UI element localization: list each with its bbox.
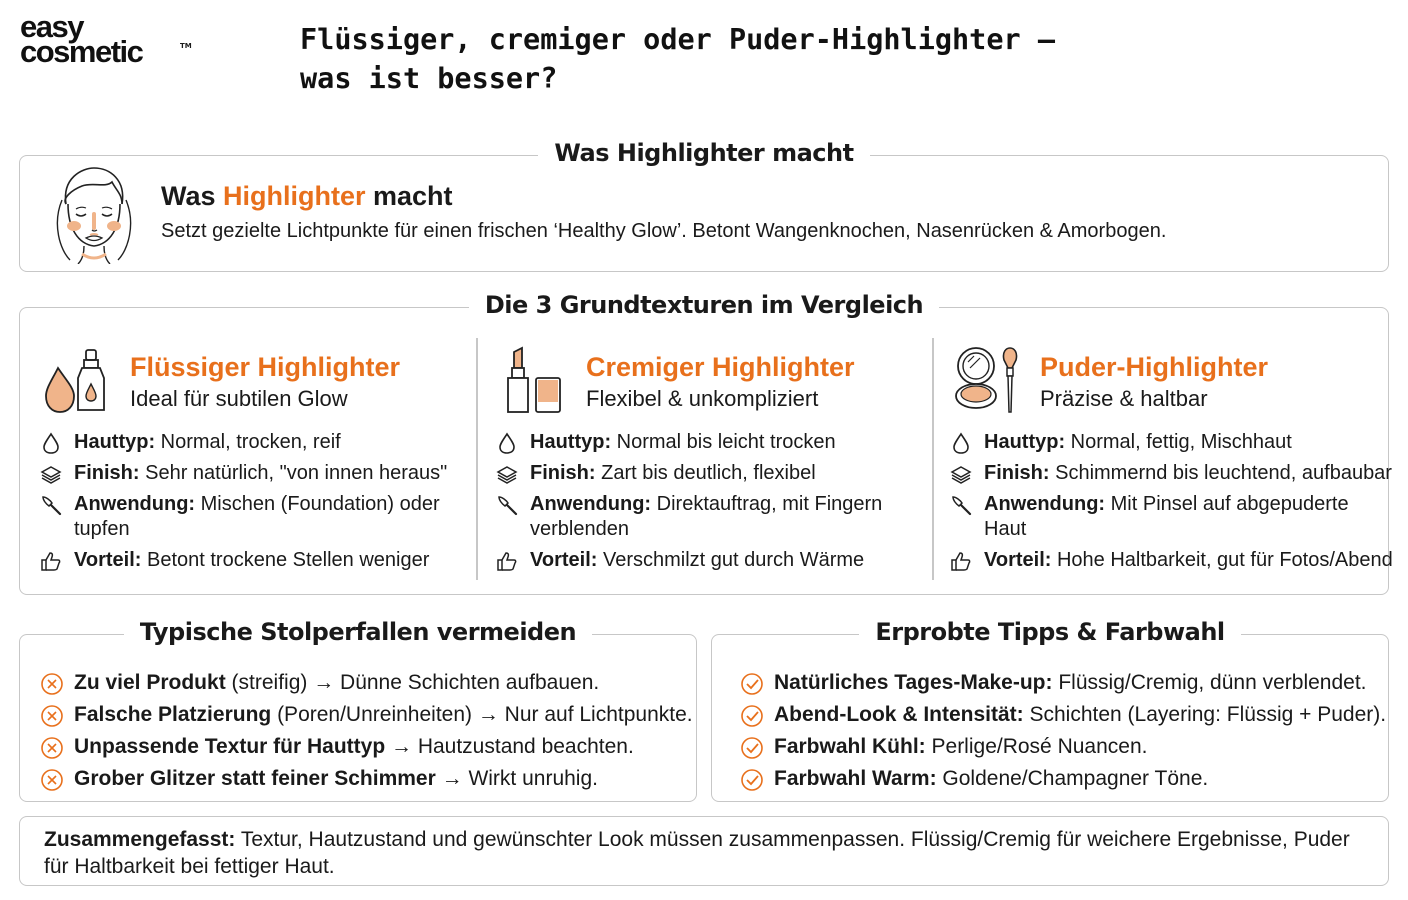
- drop-icon: [950, 432, 972, 454]
- texture-title: Cremiger Highlighter: [586, 352, 855, 382]
- summary-rest: Textur, Hautzustand und gewünschter Look müssen zusammenpassen. Flüssig/Cremig für weichere Ergebnisse, Puder für Haltbarkeit bei fettiger Haut.: [44, 828, 1350, 878]
- brush-icon: [950, 494, 972, 516]
- row-value: Schimmernd bis leuchtend, aufbaubar: [1049, 462, 1392, 484]
- row-value: Verschmilzt gut durch Wärme: [597, 549, 865, 571]
- texture-row-finish: [36, 461, 476, 486]
- texture-row-application: [36, 492, 476, 542]
- row-value: Zart bis deutlich, flexibel: [595, 462, 816, 484]
- thumbs-up-icon: [40, 550, 62, 572]
- column-divider: [932, 338, 934, 580]
- x-circle-icon: [40, 768, 64, 792]
- layers-icon: [950, 463, 972, 485]
- x-circle-icon: [40, 704, 64, 728]
- row-value-continued: tupfen: [74, 518, 130, 540]
- row-value: Normal, fettig, Mischhaut: [1065, 431, 1292, 453]
- tip-rest: Goldene/Champagner Töne.: [936, 767, 1209, 790]
- tip-item: [740, 667, 1378, 699]
- pitfall-rest: → Hautzustand beachten.: [385, 735, 634, 758]
- texture-row-advantage: [492, 548, 932, 573]
- texture-row-skintype: [492, 430, 932, 455]
- brand-trademark: TM: [180, 42, 192, 50]
- liquid-bottle-icon: [42, 346, 112, 416]
- row-value: Direktauftrag, mit Fingern: [651, 493, 883, 515]
- check-circle-icon: [740, 736, 764, 760]
- pitfall-rest: → Wirkt unruhig.: [435, 767, 598, 790]
- row-value: Mischen (Foundation) oder: [195, 493, 440, 515]
- row-label: Hauttyp:: [530, 431, 612, 453]
- texture-row-finish: [946, 461, 1392, 486]
- texture-row-skintype: [36, 430, 476, 455]
- face-icon: [52, 164, 134, 264]
- powder-compact-icon: [952, 346, 1022, 416]
- tip-item: [740, 763, 1378, 795]
- summary-bold: Zusammengefasst:: [44, 828, 236, 851]
- pitfall-bold: Unpassende Textur für Hauttyp: [74, 735, 386, 758]
- pitfall-bold: Falsche Platzierung: [74, 703, 272, 726]
- column-divider: [476, 338, 478, 580]
- tips-panel: [711, 618, 1389, 802]
- row-value: Normal bis leicht trocken: [611, 431, 836, 453]
- pitfall-rest: (Poren/Unreinheiten) → Nur auf Lichtpunkte.: [271, 703, 693, 726]
- texture-row-advantage: [946, 548, 1393, 573]
- texture-subtitle: Präzise & haltbar: [1040, 386, 1208, 411]
- tip-item: [740, 731, 1378, 763]
- texture-subtitle: Ideal für subtilen Glow: [130, 386, 348, 411]
- check-circle-icon: [740, 672, 764, 696]
- brand-logo: [20, 9, 192, 70]
- texture-title: Puder-Highlighter: [1040, 352, 1268, 382]
- intro-heading-accent: Highlighter: [223, 181, 366, 211]
- row-label: Vorteil:: [984, 549, 1052, 571]
- row-label: Hauttyp:: [74, 431, 156, 453]
- intro-description: Setzt gezielte Lichtpunkte für einen frischen ‘Healthy Glow’. Betont Wangenknochen, Nasenrücken & Amorbogen.: [161, 220, 1167, 242]
- tip-bold: Farbwahl Kühl:: [774, 735, 926, 758]
- tip-rest: Flüssig/Cremig, dünn verblendet.: [1052, 671, 1367, 694]
- tip-bold: Abend-Look & Intensität:: [774, 703, 1024, 726]
- textures-panel: [19, 291, 1393, 595]
- drop-icon: [40, 432, 62, 454]
- brand-line-2: cosmetic: [20, 34, 143, 70]
- pitfall-bold: Grober Glitzer statt feiner Schimmer: [74, 767, 436, 790]
- lipstick-cream-icon: [498, 346, 568, 416]
- row-label: Finish:: [530, 462, 596, 484]
- layers-icon: [40, 463, 62, 485]
- row-label: Anwendung:: [530, 493, 652, 515]
- row-value: Hohe Haltbarkeit, gut für Fotos/Abend: [1051, 549, 1393, 571]
- row-label: Vorteil:: [530, 549, 598, 571]
- tip-rest: Perlige/Rosé Nuancen.: [925, 735, 1148, 758]
- texture-row-skintype: [946, 430, 1386, 455]
- tip-item: [740, 699, 1387, 731]
- row-label: Finish:: [984, 462, 1050, 484]
- brush-icon: [496, 494, 518, 516]
- pitfall-item: [40, 731, 686, 763]
- intro-heading: [161, 181, 453, 212]
- texture-row-advantage: [36, 548, 476, 573]
- row-label: Anwendung:: [74, 493, 196, 515]
- texture-row-finish: [492, 461, 932, 486]
- brush-icon: [40, 494, 62, 516]
- x-circle-icon: [40, 672, 64, 696]
- summary-text: [44, 826, 1364, 880]
- pitfall-item: [40, 667, 686, 699]
- row-label: Finish:: [74, 462, 140, 484]
- tip-bold: Farbwahl Warm:: [774, 767, 937, 790]
- pitfalls-panel-title: Typische Stolperfallen vermeiden: [124, 618, 592, 646]
- pitfall-item: [40, 699, 693, 731]
- texture-card-powder: [946, 338, 1393, 584]
- drop-icon: [496, 432, 518, 454]
- texture-card-cream: [492, 338, 932, 584]
- thumbs-up-icon: [950, 550, 972, 572]
- row-value-continued: verblenden: [530, 518, 629, 540]
- pitfall-bold: Zu viel Produkt: [74, 671, 226, 694]
- layers-icon: [496, 463, 518, 485]
- thumbs-up-icon: [496, 550, 518, 572]
- row-label: Hauttyp:: [984, 431, 1066, 453]
- texture-card-liquid: [36, 338, 476, 584]
- tip-rest: Schichten (Layering: Flüssig + Puder).: [1023, 703, 1387, 726]
- intro-panel-title: Was Highlighter macht: [538, 139, 869, 167]
- row-value: Normal, trocken, reif: [155, 431, 341, 453]
- pitfalls-panel: [19, 618, 697, 802]
- row-value: Mit Pinsel auf abgepuderte: [1105, 493, 1349, 515]
- row-label: Anwendung:: [984, 493, 1106, 515]
- intro-heading-suffix: macht: [365, 181, 453, 211]
- row-value: Sehr natürlich, "von innen heraus": [139, 462, 448, 484]
- x-circle-icon: [40, 736, 64, 760]
- page-title: Flüssiger, cremiger oder Puder-Highlighter – was ist besser?: [300, 23, 1055, 95]
- textures-panel-title: Die 3 Grundtexturen im Vergleich: [469, 291, 939, 319]
- texture-row-application: [946, 492, 1386, 542]
- tips-panel-title: Erprobte Tipps & Farbwahl: [859, 618, 1240, 646]
- tip-bold: Natürliches Tages-Make-up:: [774, 671, 1053, 694]
- row-label: Vorteil:: [74, 549, 142, 571]
- summary-panel: [19, 816, 1389, 886]
- check-circle-icon: [740, 704, 764, 728]
- brand-line-1: easy: [20, 9, 83, 44]
- pitfall-rest: (streifig) → Dünne Schichten aufbauen.: [225, 671, 600, 694]
- texture-subtitle: Flexibel & unkompliziert: [586, 386, 819, 411]
- intro-panel: [19, 139, 1389, 272]
- row-value-continued: Haut: [984, 518, 1027, 540]
- pitfall-item: [40, 763, 686, 795]
- texture-row-application: [492, 492, 932, 542]
- check-circle-icon: [740, 768, 764, 792]
- row-value: Betont trockene Stellen weniger: [141, 549, 430, 571]
- intro-heading-prefix: Was: [161, 181, 224, 211]
- texture-title: Flüssiger Highlighter: [130, 352, 401, 382]
